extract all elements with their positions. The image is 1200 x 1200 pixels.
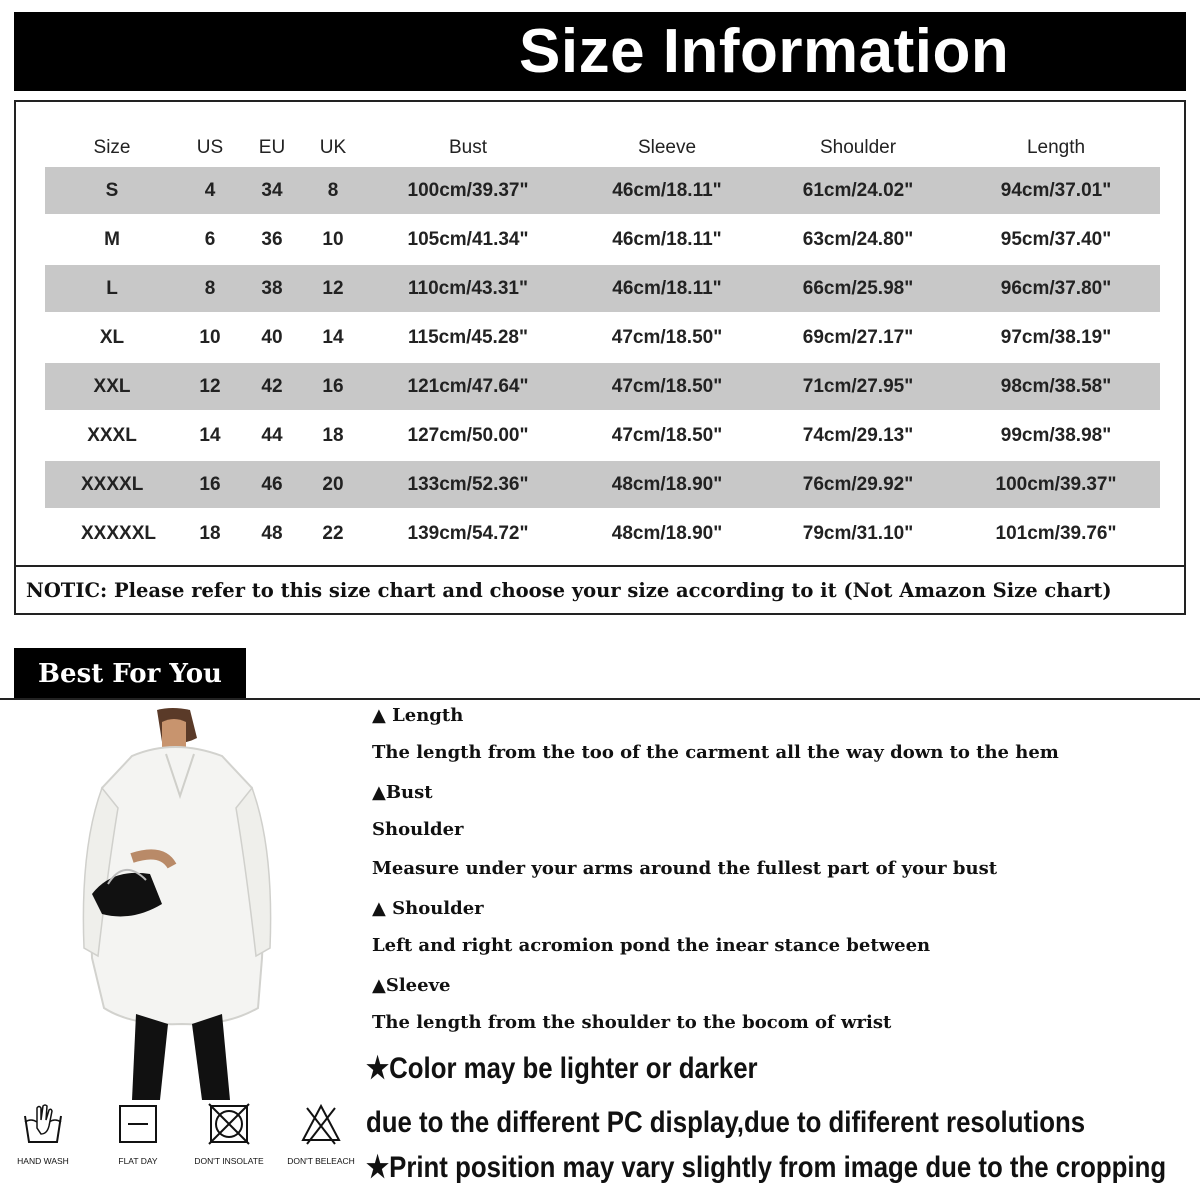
care-do-not-bleach	[286, 1102, 356, 1166]
cell-sleeve: 48cm/18.90"	[611, 474, 723, 495]
header-sleeve: Sleeve	[637, 137, 697, 158]
cell-us: 12	[199, 376, 221, 397]
table-row	[45, 461, 1160, 508]
cell-sleeve: 46cm/18.11"	[612, 278, 722, 299]
cell-shoulder: 69cm/27.17"	[802, 327, 914, 348]
cell-shoulder: 63cm/24.80"	[802, 229, 914, 250]
cell-shoulder: 66cm/25.98"	[802, 278, 914, 299]
cell-size: XL	[99, 327, 125, 348]
header-eu: EU	[258, 137, 286, 158]
cell-length: 100cm/39.37"	[995, 474, 1117, 495]
hand-wash-icon	[21, 1102, 65, 1146]
cell-length: 94cm/37.01"	[1000, 180, 1112, 201]
cell-shoulder: 74cm/29.13"	[802, 425, 914, 446]
table-row	[45, 265, 1160, 312]
section-rule	[0, 698, 1200, 700]
cell-sleeve: 46cm/18.11"	[612, 180, 722, 201]
cell-size: XXXXXL	[81, 523, 156, 544]
notice-divider	[14, 565, 1186, 567]
cell-size: S	[105, 180, 119, 201]
cell-shoulder: 79cm/31.10"	[802, 523, 914, 544]
cell-uk: 10	[322, 229, 344, 250]
cell-uk: 16	[322, 376, 344, 397]
model-photo	[62, 708, 294, 1100]
color-note: ★Color may be lighter or darker	[366, 1052, 758, 1085]
desc-length-title: ▲ Length	[372, 705, 464, 726]
desc-bust-title: ▲Bust	[372, 782, 433, 803]
header-uk: UK	[319, 137, 347, 158]
cell-shoulder: 76cm/29.92"	[802, 474, 914, 495]
cell-length: 97cm/38.19"	[1000, 327, 1112, 348]
cell-size: L	[106, 278, 118, 299]
cell-size: XXXL	[87, 425, 137, 446]
cell-us: 6	[204, 229, 216, 250]
title-banner	[14, 12, 1186, 91]
cell-length: 96cm/37.80"	[1000, 278, 1112, 299]
do-not-bleach-icon	[299, 1102, 343, 1146]
cell-length: 95cm/37.40"	[1000, 229, 1112, 250]
header-us: US	[196, 137, 224, 158]
cell-size: XXL	[93, 376, 131, 397]
flat-dry-icon	[116, 1102, 160, 1146]
cell-length: 99cm/38.98"	[1000, 425, 1112, 446]
header-bust: Bust	[448, 137, 488, 158]
cell-us: 4	[204, 180, 216, 201]
cell-bust: 133cm/52.36"	[407, 474, 529, 495]
table-row	[45, 314, 1160, 361]
do-not-tumble-icon	[207, 1102, 251, 1146]
table-row	[45, 216, 1160, 263]
hand-wash-label: HAND WASH	[17, 1156, 69, 1166]
table-row	[45, 412, 1160, 459]
cell-eu: 48	[261, 523, 283, 544]
desc-length-text: The length from the too of the carment all the way down to the hem	[372, 742, 1059, 763]
cell-shoulder: 71cm/27.95"	[802, 376, 914, 397]
care-do-not-tumble	[194, 1102, 264, 1166]
header-shoulder: Shoulder	[819, 137, 897, 158]
do-not-bleach-label: DON'T BELEACH	[287, 1156, 355, 1166]
flat-dry-label: FLAT DAY	[118, 1156, 158, 1166]
cell-length: 98cm/38.58"	[1000, 376, 1112, 397]
cell-shoulder: 61cm/24.02"	[802, 180, 914, 201]
cell-us: 18	[199, 523, 221, 544]
display-note: due to the different PC display,due to dififerent resolutions	[366, 1106, 1086, 1139]
cell-bust: 121cm/47.64"	[407, 376, 529, 397]
cell-uk: 14	[322, 327, 344, 348]
best-for-you-tab: Best For You	[14, 648, 246, 700]
cell-sleeve: 48cm/18.90"	[611, 523, 723, 544]
cell-length: 101cm/39.76"	[995, 523, 1117, 544]
size-notice: NOTIC: Please refer to this size chart and choose your size according to it (Not Amazon Size chart)	[26, 579, 1112, 602]
cell-eu: 38	[261, 278, 283, 299]
desc-shoulder-text: Left and right acromion pond the inear stance between	[372, 935, 931, 956]
cell-uk: 12	[322, 278, 344, 299]
table-row	[45, 167, 1160, 214]
cell-bust: 127cm/50.00"	[407, 425, 529, 446]
cell-us: 8	[204, 278, 216, 299]
cell-uk: 22	[322, 523, 344, 544]
desc-sleeve-text: The length from the shoulder to the bocom of wrist	[372, 1012, 892, 1033]
cell-bust: 110cm/43.31"	[408, 278, 528, 299]
cell-sleeve: 47cm/18.50"	[611, 376, 723, 397]
cell-bust: 100cm/39.37"	[407, 180, 529, 201]
cell-eu: 46	[261, 474, 283, 495]
table-header-row	[45, 124, 1160, 171]
cell-sleeve: 47cm/18.50"	[611, 327, 723, 348]
cell-uk: 20	[322, 474, 344, 495]
care-hand-wash	[8, 1102, 78, 1166]
cell-us: 14	[199, 425, 221, 446]
table-row	[45, 510, 1160, 557]
print-note: ★Print position may vary slightly from image due to the cropping	[366, 1151, 1167, 1184]
cell-bust: 105cm/41.34"	[407, 229, 529, 250]
cell-us: 16	[199, 474, 221, 495]
desc-shoulder-title: ▲ Shoulder	[372, 898, 484, 919]
header-length: Length	[1026, 137, 1086, 158]
do-not-tumble-label: DON'T INSOLATE	[194, 1156, 264, 1166]
cell-size: M	[104, 229, 120, 250]
desc-bust-subtitle: Shoulder	[372, 819, 464, 840]
cell-bust: 139cm/54.72"	[407, 523, 529, 544]
cell-sleeve: 46cm/18.11"	[612, 229, 722, 250]
header-size: Size	[93, 137, 131, 158]
care-flat-dry	[103, 1102, 173, 1166]
cell-size: XXXXL	[81, 474, 144, 495]
cell-bust: 115cm/45.28"	[408, 327, 528, 348]
cell-uk: 18	[322, 425, 344, 446]
desc-sleeve-title: ▲Sleeve	[372, 975, 451, 996]
cell-us: 10	[199, 327, 221, 348]
cell-sleeve: 47cm/18.50"	[611, 425, 723, 446]
table-row	[45, 363, 1160, 410]
cell-eu: 34	[261, 180, 283, 201]
desc-bust-text: Measure under your arms around the fullest part of your bust	[372, 858, 998, 879]
cell-uk: 8	[327, 180, 339, 201]
page-title: Size Information	[519, 17, 1010, 86]
cell-eu: 44	[261, 425, 283, 446]
cell-eu: 40	[261, 327, 283, 348]
cell-eu: 42	[261, 376, 283, 397]
cell-eu: 36	[261, 229, 283, 250]
